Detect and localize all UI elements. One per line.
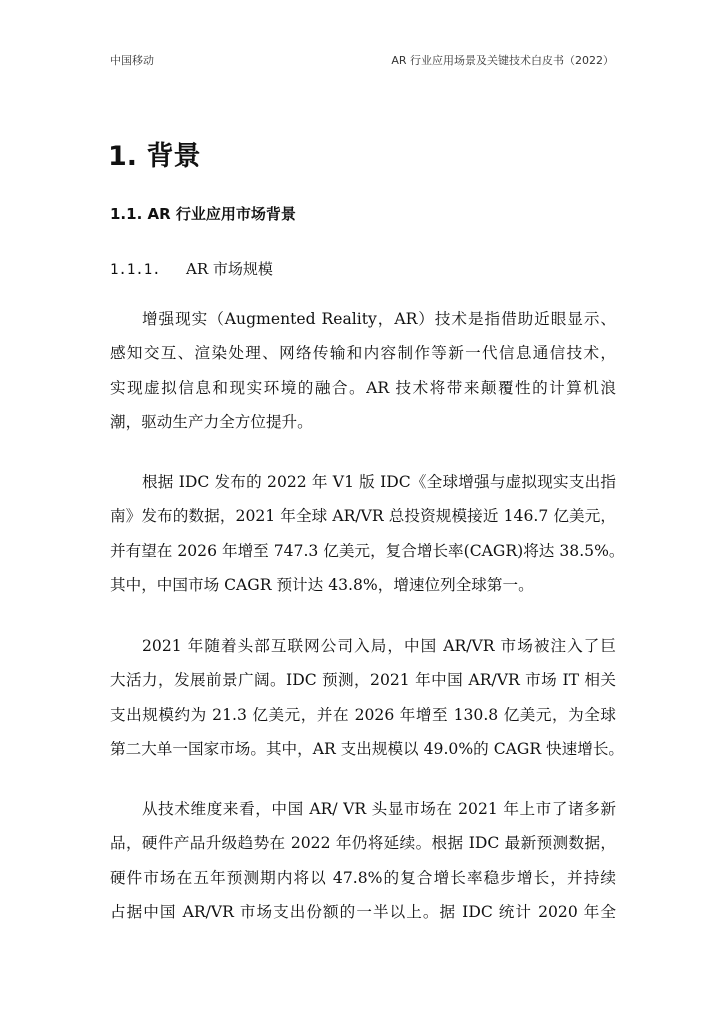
header-document-title: AR 行业应用场景及关键技术白皮书（2022）	[391, 54, 614, 67]
paragraph-line: 支出规模约为 21.3 亿美元，并在 2026 年增至 130.8 亿美元，为全球	[110, 705, 616, 724]
paragraph-line: 第二大单一国家市场。其中，AR 支出规模以 49.0%的 CAGR 快速增长。	[110, 740, 625, 759]
section-heading-1-1-1	[110, 258, 273, 279]
paragraph-line: 潮，驱动生产力全方位提升。	[110, 413, 313, 432]
paragraph-line: 并有望在 2026 年增至 747.3 亿美元，复合增长率(CAGR)将达 38.5%。	[110, 541, 625, 560]
paragraph-line: 2021 年随着头部互联网公司入局，中国 AR/VR 市场被注入了巨	[142, 637, 616, 655]
paragraph-line: 南》发布的数据，2021 年全球 AR/VR 总投资规模接近 146.7 亿美元，	[110, 507, 616, 526]
paragraph-line: 品，硬件产品升级趋势在 2022 年仍将延续。根据 IDC 最新预测数据，	[110, 834, 616, 853]
paragraph-line: 大活力，发展前景广阔。IDC 预测，2021 年中国 AR/VR 市场 IT 相关	[110, 671, 616, 690]
paragraph-line: 占据中国 AR/VR 市场支出份额的一半以上。据 IDC 统计 2020 年全	[110, 903, 616, 922]
paragraph-china-market	[110, 629, 625, 767]
paragraph-line: 实现虚拟信息和现实环境的融合。AR 技术将带来颠覆性的计算机浪	[110, 378, 616, 397]
paragraph-line: 感知交互、渲染处理、网络传输和内容制作等新一代信息通信技术，	[110, 344, 616, 363]
paragraph-line: 从技术维度来看，中国 AR/ VR 头显市场在 2021 年上市了诸多新	[142, 800, 616, 818]
paragraph-line: 其中，中国市场 CAGR 预计达 43.8%，增速位列全球第一。	[110, 576, 534, 595]
section-heading-1-1: 1.1. AR 行业应用市场背景	[110, 205, 296, 223]
heading-title: AR 市场规模	[186, 260, 273, 278]
paragraph-idc-global	[110, 465, 625, 603]
paragraph-line: 增强现实（Augmented Reality，AR）技术是指借助近眼显示、	[142, 310, 616, 328]
paragraph-hardware-trend	[110, 792, 616, 930]
header-organization: 中国移动	[110, 54, 154, 67]
heading-number: 1.1.1.	[110, 262, 161, 278]
paragraph-line: 硬件市场在五年预测期内将以 47.8%的复合增长率稳步增长，并持续	[110, 868, 616, 887]
paragraph-ar-definition	[110, 302, 616, 440]
paragraph-line: 根据 IDC 发布的 2022 年 V1 版 IDC《全球增强与虚拟现实支出指	[142, 473, 616, 491]
section-heading-1: 1. 背景	[108, 141, 201, 172]
